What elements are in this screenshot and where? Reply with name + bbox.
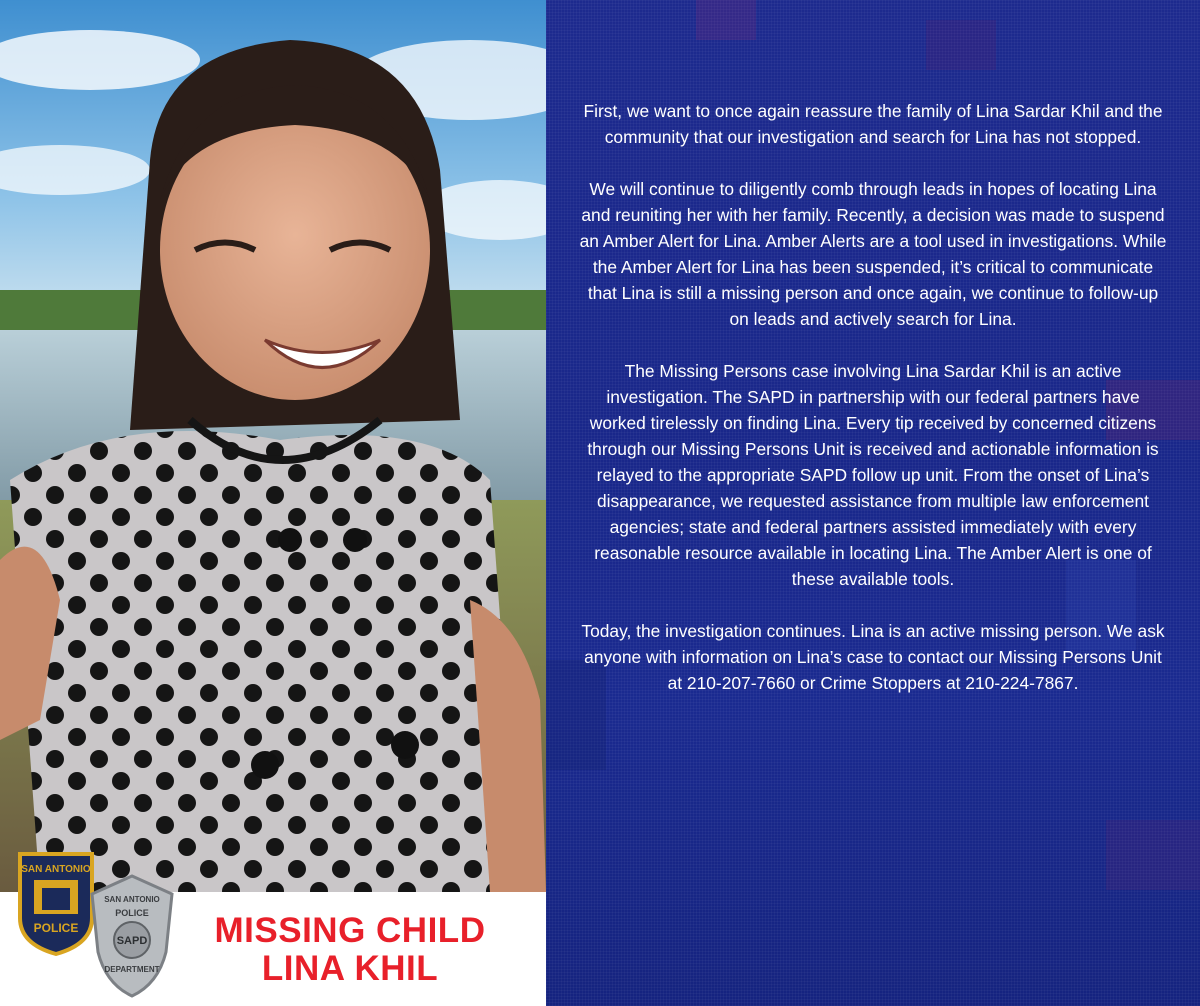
patch-top-text: SAN ANTONIO — [21, 864, 91, 875]
child-photo — [0, 0, 546, 892]
decorative-tile — [1106, 820, 1200, 890]
statement-paragraph-2: We will continue to diligently comb through leads in hopes of locating Lina and reuniting her with her family. Recently, a decision was made to suspend an Amber Alert for Lina. Amber Alerts are a tool used in investigations. While the Amber Alert for Lina has been suspended, it’s critical to communicate that Lina is still a missing person and once again, we continue to follow-up on leads and actively search for Lina. — [579, 179, 1167, 329]
statement-paragraph-4: Today, the investigation continues. Lina is an active missing person. We ask anyone with information on Lina’s case to contact our Missing Persons Unit at 210-207-7660 or Crime Stoppers at 210-224-7867. — [581, 621, 1165, 693]
badge-bottom-text: DEPARTMENT — [104, 965, 160, 974]
badge-top-text: SAN ANTONIO — [104, 895, 160, 904]
sapd-badge-logo — [86, 872, 178, 1000]
decorative-tile — [926, 20, 996, 70]
badge-middle-text: POLICE — [115, 908, 149, 918]
missing-child-headline — [190, 912, 510, 988]
headline-line-2: LINA KHIL — [261, 949, 439, 988]
decorative-tile — [696, 0, 756, 40]
photo-panel — [0, 0, 546, 1006]
statement-text — [576, 98, 1170, 722]
statement-panel — [546, 0, 1200, 1006]
headline-line-1: MISSING CHILD — [214, 911, 486, 950]
san-antonio-police-patch-logo — [16, 848, 96, 956]
badge-center-text: SAPD — [116, 935, 148, 947]
statement-paragraph-3: The Missing Persons case involving Lina Sardar Khil is an active investigation. The SAPD in partnership with our federal partners have worked tirelessly on finding Lina. Every tip received by concerned citizens through our Missing Persons Unit is received and actionable information is relayed to the appropriate SAPD follow up unit. From the onset of Lina’s disappearance, we requested assistance from multiple law enforcement agencies; state and federal partners assisted immediately with every reasonable resource available in locating Lina. The Amber Alert is one of these available tools. — [587, 361, 1159, 589]
patch-bottom-text: POLICE — [33, 921, 79, 935]
statement-paragraph-1: First, we want to once again reassure the family of Lina Sardar Khil and the community that our investigation and search for Lina has not stopped. — [583, 101, 1163, 147]
